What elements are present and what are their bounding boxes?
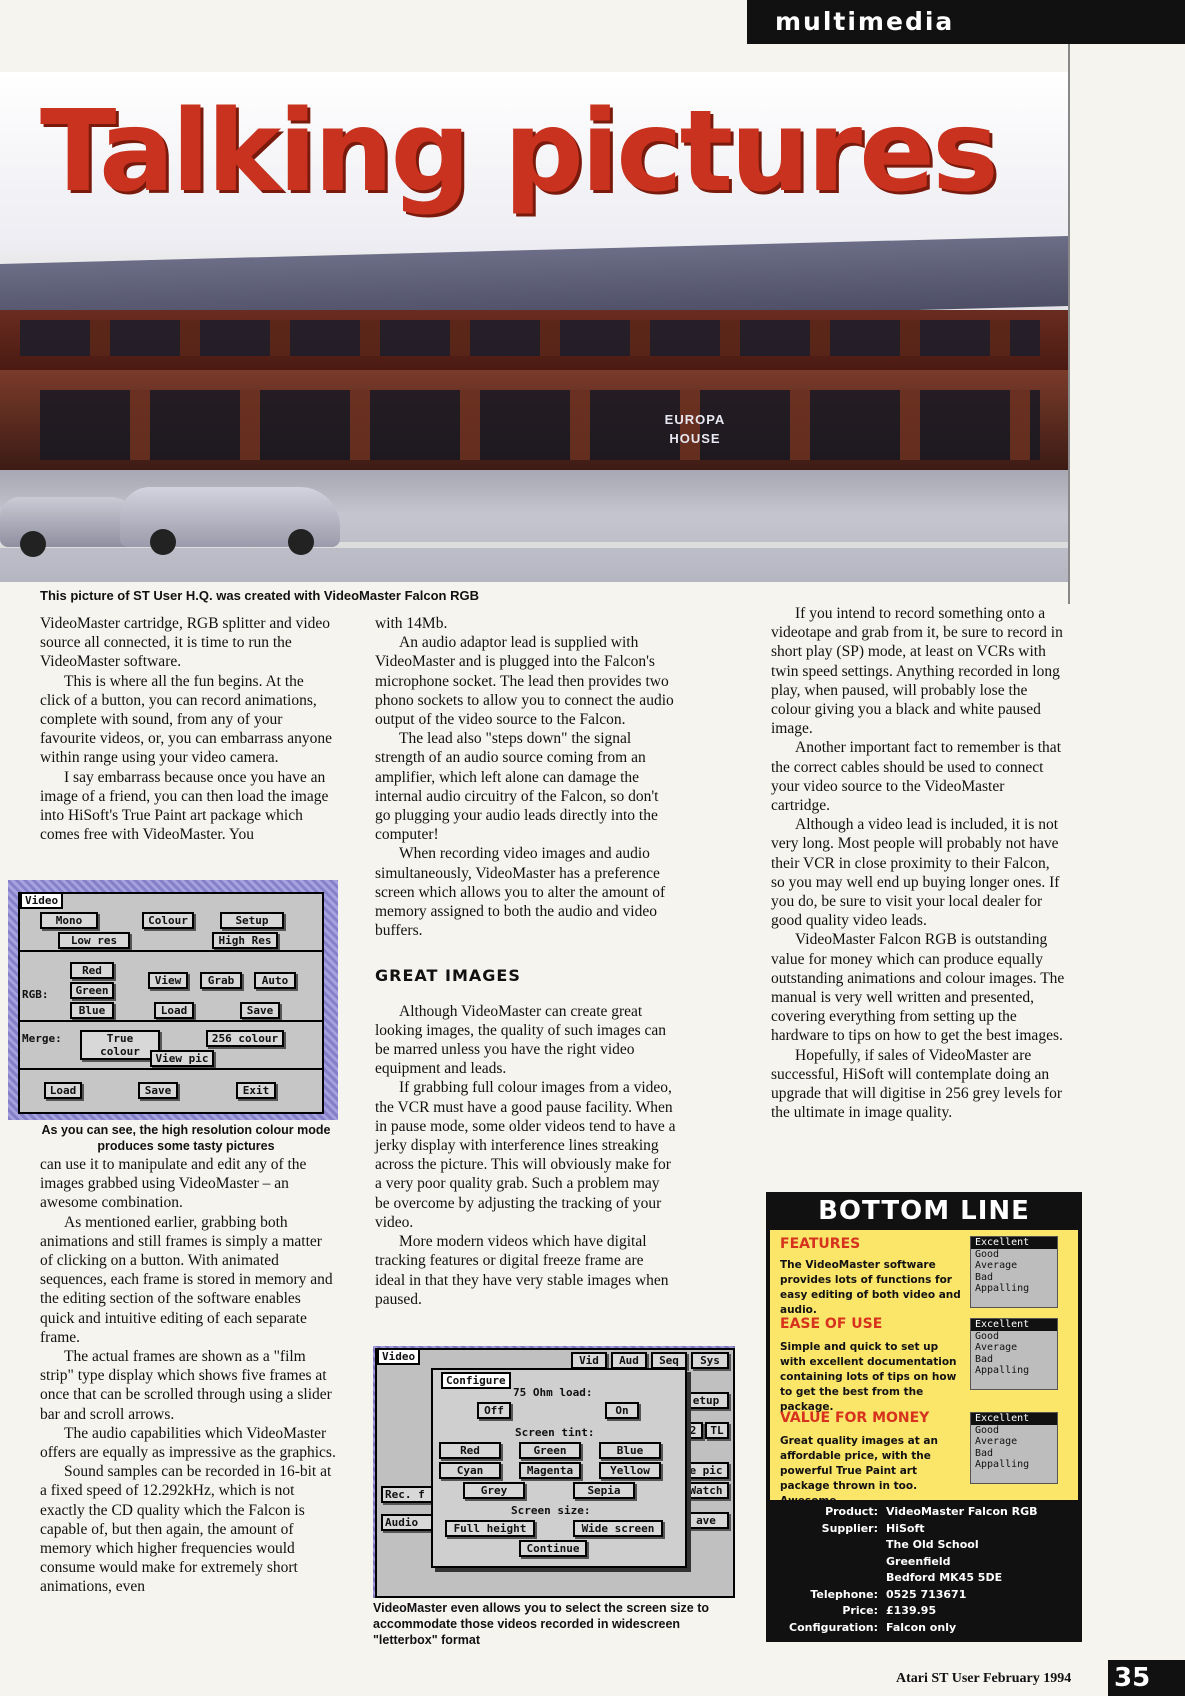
load-button[interactable]: Load [154, 1002, 194, 1019]
section-heading: GREAT IMAGES [375, 966, 521, 986]
video-window [18, 892, 324, 1114]
hero-caption: This picture of ST User H.Q. was created with VideoMaster Falcon RGB [40, 588, 479, 603]
lower-windows [40, 390, 1040, 460]
tint-grey-button[interactable]: Grey [463, 1482, 525, 1499]
watch-button[interactable]: Watch [683, 1482, 729, 1499]
paragraph: Although VideoMaster can create great looking images, the quality of such images can be marred unless you have the right video equipment and leads. [375, 1002, 666, 1078]
telephone-value: 0525 713671 [886, 1587, 967, 1601]
rating-option: Bad [975, 1353, 994, 1365]
paragraph: I say embarrass because once you have an image of a friend, you can then load the image into HiSoft's True Paint art package which comes free with VideoMaster. You [40, 768, 329, 844]
address-line: The Old School [886, 1538, 979, 1551]
tint-sepia-button[interactable]: Sepia [573, 1482, 635, 1499]
dialog-title: Configure [441, 1372, 511, 1389]
wheel [150, 529, 176, 555]
features-rating [970, 1236, 1058, 1308]
paragraph: When recording video images and audio simultaneously, VideoMaster has a preference screen which allows you to alter the amount of memory assigned to both the audio and video buffers. [375, 845, 666, 940]
colour-button[interactable]: Colour [142, 912, 194, 929]
tint-magenta-button[interactable]: Magenta [519, 1462, 581, 1479]
tab-seq[interactable]: Seq [651, 1352, 687, 1369]
paragraph: The lead also "steps down" the signal strength of an audio source coming from an amplifier, which left alone can damage the internal audio circuitry of the Falcon, so don't go plugging your audio leads directly into the computer! [375, 730, 659, 844]
footer-magazine: Atari ST User February 1994 [896, 1671, 1072, 1686]
high-res-button[interactable]: High Res [212, 932, 278, 949]
upper-windows [20, 320, 1040, 356]
column-1-bottom [40, 1155, 337, 1597]
ratings-panel [770, 1230, 1078, 1507]
true-colour-button[interactable]: True colour [80, 1030, 160, 1060]
ohm-label: 75 Ohm load: [513, 1386, 593, 1399]
bottom-line-box [766, 1192, 1082, 1642]
column-2 [375, 614, 676, 1309]
setup-button[interactable]: etup [683, 1392, 729, 1409]
divider [20, 950, 322, 952]
supplier-key: Supplier: [821, 1521, 878, 1535]
column-1-top [40, 614, 337, 844]
wheel [288, 529, 314, 555]
blue-button[interactable]: Blue [70, 1002, 114, 1019]
window-title: Video [20, 892, 63, 909]
256-colour-button[interactable]: 256 colour [206, 1030, 284, 1047]
rating-option: Excellent [971, 1413, 1057, 1425]
screenshot-caption: As you can see, the high resolution colour mode produces some tasty pictures [41, 1123, 331, 1153]
rating-option: Appalling [975, 1459, 1030, 1470]
rating-option: Appalling [975, 1283, 1030, 1294]
divider [20, 1020, 322, 1022]
tab-aud[interactable]: Aud [611, 1352, 647, 1369]
car [120, 487, 340, 547]
paragraph: This is where all the fun begins. At the click of a button, you can record animations, complete with sound, from any of your favourite videos, or, you can embarrass anyone within range using your video camera. [40, 672, 333, 767]
product-info [766, 1504, 1082, 1636]
configure-dialog [431, 1368, 687, 1568]
bottom-line-title: BOTTOM LINE [818, 1196, 1030, 1226]
tint-cyan-button[interactable]: Cyan [439, 1462, 501, 1479]
tl-button[interactable]: TL [705, 1422, 729, 1439]
view-pic-button[interactable]: View pic [150, 1050, 214, 1067]
rating-option: Bad [975, 1271, 994, 1283]
rating-option: Bad [975, 1447, 994, 1459]
full-height-button[interactable]: Full height [445, 1520, 535, 1537]
save-button[interactable]: ave [683, 1512, 729, 1529]
ease-heading: EASE OF USE [780, 1316, 883, 1332]
load-button[interactable]: Load [44, 1082, 82, 1099]
tab-vid[interactable]: Vid [571, 1352, 607, 1369]
tab-sys[interactable]: Sys [691, 1352, 729, 1369]
page-title: Talking pictures [40, 87, 996, 217]
features-heading: FEATURES [780, 1236, 861, 1252]
screenshot-caption: VideoMaster even allows you to select the screen size to accommodate those videos recorded in widescreen "letterbox" format [373, 1601, 710, 1647]
paragraph: The actual frames are shown as a "film strip" type display which shows five frames at once that can be scrolled through using a slider bar and scroll arrows. [40, 1348, 332, 1423]
rating-option: Good [975, 1424, 1000, 1436]
paragraph: with 14Mb. [375, 615, 448, 632]
divider [20, 1068, 322, 1070]
screen-size-label: Screen size: [511, 1504, 591, 1517]
paragraph: If you intend to record something onto a videotape and grab from it, be sure to record in short play (SP) mode, at least on VCRs with twin speed settings. Anything recorded in long play, when paused, will probably lose the colour giving you a black and white paused image. [771, 605, 1063, 738]
wheel [20, 531, 46, 557]
configuration-key: Configuration: [789, 1620, 878, 1634]
address-line: Bedford MK45 5DE [886, 1571, 1003, 1584]
paragraph: As mentioned earlier, grabbing both animations and still frames is simply a matter of clicking on a button. With animated sequences, each frame is stored in memory and the editing section of the software enables quick and intuitive editing of each separate frame. [40, 1213, 333, 1346]
car-left [0, 497, 140, 547]
paragraph: The audio capabilities which VideoMaster offers are equally as impressive as the graphics. [40, 1424, 336, 1462]
mono-button[interactable]: Mono [40, 912, 98, 929]
rating-option: Average [975, 1260, 1018, 1271]
exit-button[interactable]: Exit [236, 1082, 276, 1099]
grab-button[interactable]: Grab [200, 972, 242, 989]
ohm-off-button[interactable]: Off [477, 1402, 511, 1419]
page-number: 35 [1108, 1660, 1185, 1696]
rating-option: Good [975, 1248, 1000, 1260]
tint-blue-button[interactable]: Blue [599, 1442, 661, 1459]
screen-tint-label: Screen tint: [515, 1426, 595, 1439]
building-sign: EUROPA HOUSE [664, 412, 726, 446]
wide-screen-button[interactable]: Wide screen [573, 1520, 663, 1537]
save-button[interactable]: Save [240, 1002, 280, 1019]
supplier-value: HiSoft [886, 1521, 925, 1535]
green-button[interactable]: Green [70, 982, 114, 999]
record-button[interactable]: Rec. f [381, 1486, 433, 1503]
column-rule [1068, 44, 1070, 604]
auto-button[interactable]: Auto [254, 972, 296, 989]
configuration-value: Falcon only [886, 1620, 957, 1634]
features-text: The VideoMaster software provides lots of functions for easy editing of both video and audio. [780, 1259, 961, 1316]
view-button[interactable]: View [148, 972, 188, 989]
low-res-button[interactable]: Low res [58, 932, 130, 949]
rating-option: Average [975, 1342, 1018, 1353]
paragraph: Hopefully, if sales of VideoMaster are successful, HiSoft will contemplate doing an upgrade that will digitise in 256 grey levels for the ultimate in image quality. [771, 1046, 1062, 1122]
videomaster-screenshot-configure [373, 1346, 735, 1598]
paragraph: If grabbing full colour images from a video, the VCR must have a good pause facility. When in pause mode, some older videos tend to have a jerky display with interference lines streaking across the picture. This will obviously make for a very poor quality grab. Such a problem may be overcome by adjusting the tracking of your video. [375, 1079, 676, 1231]
ease-text: Simple and quick to set up with excellent documentation containing lots of tips on how to get the best from the package. [780, 1341, 957, 1413]
setup-button[interactable]: Setup [220, 912, 284, 929]
tint-yellow-button[interactable]: Yellow [599, 1462, 661, 1479]
rgb-label: RGB: [22, 988, 49, 1001]
frame-button[interactable]: 2 [683, 1422, 703, 1439]
view-pic-button[interactable]: e pic [683, 1462, 729, 1479]
ohm-on-button[interactable]: On [605, 1402, 639, 1419]
ease-rating [970, 1318, 1058, 1390]
continue-button[interactable]: Continue [519, 1540, 587, 1557]
product-key: Product: [825, 1505, 878, 1518]
section-tag: multimedia [747, 0, 1185, 44]
rating-option: Good [975, 1330, 1000, 1342]
rating-option: Excellent [971, 1319, 1057, 1331]
red-button[interactable]: Red [70, 962, 114, 979]
value-heading: VALUE FOR MONEY [780, 1410, 930, 1426]
paragraph: More modern videos which have digital tracking features or digital freeze frame are ideal in that they have very stable images when paused. [375, 1233, 669, 1308]
videomaster-screenshot-main [8, 880, 338, 1120]
paragraph: Sound samples can be recorded in 16-bit at a fixed speed of 12.292kHz, which is not exactly the CD quality which the Falcon is capable of, but then again, the amount of memory which higher frequencies would consume would make for extremely short animations, even [40, 1463, 332, 1596]
paragraph: VideoMaster Falcon RGB is outstanding value for money which can produce equally outstanding animations and colour images. The manual is very well written and presented, covering everything from setting up the hardware to tips on how to get the best images. [771, 931, 1065, 1045]
paragraph: An audio adaptor lead is supplied with VideoMaster and is plugged into the Falcon's microphone socket. The lead then provides two phono sockets to allow you to connect the audio output of the video source to the Falcon. [375, 634, 674, 729]
address-line: Greenfield [886, 1554, 951, 1568]
paragraph: VideoMaster cartridge, RGB splitter and video source all connected, it is time to run the VideoMaster software. [40, 615, 331, 671]
product-value: VideoMaster Falcon RGB [886, 1505, 1038, 1518]
telephone-key: Telephone: [810, 1587, 878, 1601]
value-rating [970, 1412, 1058, 1484]
window-title: Video [377, 1348, 420, 1365]
rating-option: Average [975, 1436, 1018, 1447]
save-button[interactable]: Save [138, 1082, 178, 1099]
tint-red-button[interactable]: Red [439, 1442, 501, 1459]
price-key: Price: [842, 1604, 878, 1617]
value-text: Great quality images at an affordable price, with the powerful True Paint art package thrown in too. Awesome. [780, 1435, 938, 1507]
column-3 [771, 604, 1066, 1122]
paragraph: can use it to manipulate and edit any of the images grabbed using VideoMaster – an awesome combination. [40, 1156, 307, 1212]
tint-green-button[interactable]: Green [519, 1442, 581, 1459]
rating-option: Appalling [975, 1365, 1030, 1376]
paragraph: Another important fact to remember is that the correct cables should be used to connect your video source to the VideoMaster cartridge. [771, 739, 1061, 815]
audio-button[interactable]: Audio [381, 1514, 433, 1531]
price-value: £139.95 [886, 1604, 937, 1617]
paragraph: Although a video lead is included, it is not very long. Most people will probably not have their VCR in close proximity to their Falcon, so you may well end up buying longer ones. If you do, be sure to visit your local dealer for good quality video leads. [771, 816, 1060, 930]
merge-label: Merge: [22, 1032, 62, 1045]
rating-option: Excellent [971, 1237, 1057, 1249]
